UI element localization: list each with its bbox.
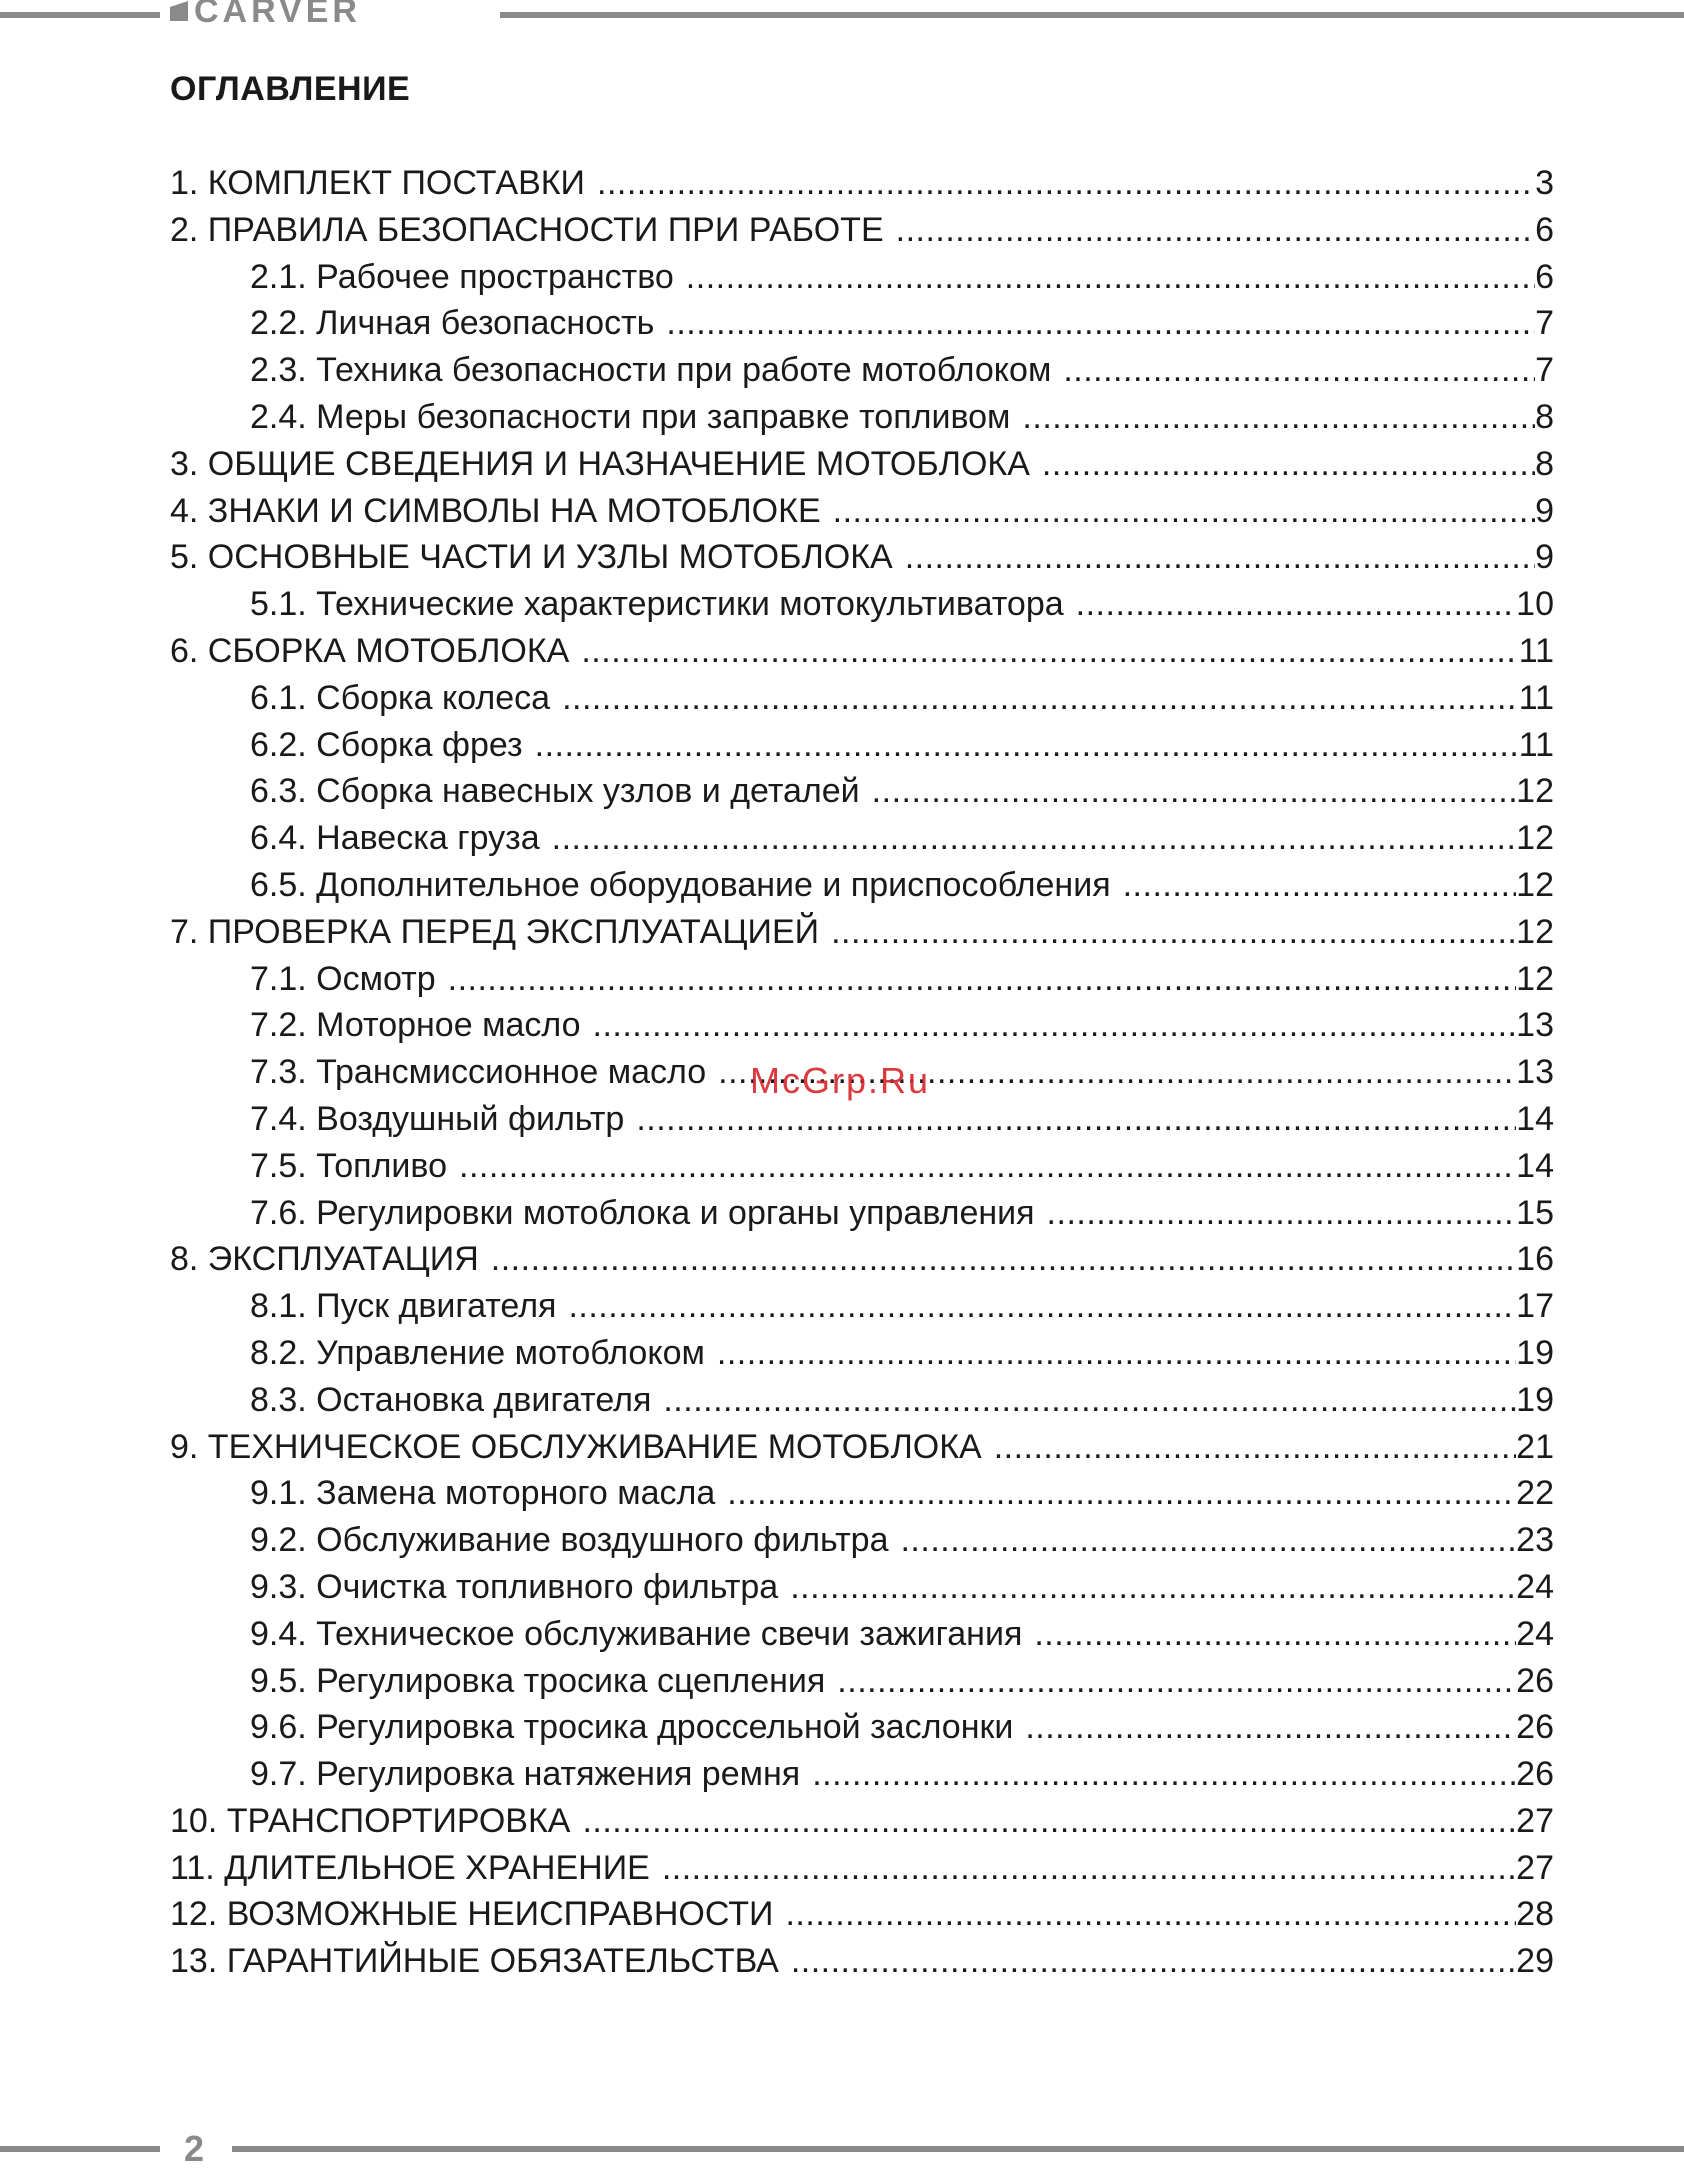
toc-dot-leader [448, 956, 1517, 1003]
toc-dot-leader [837, 1658, 1516, 1705]
toc-subsection[interactable] [170, 675, 1554, 722]
toc-section[interactable] [170, 1798, 1554, 1845]
toc-entry-label: 6.5. Дополнительное оборудование и приспособления [250, 865, 1111, 904]
toc-dot-leader [552, 815, 1517, 862]
toc-entry-page: 24 [1516, 1567, 1554, 1606]
toc-section[interactable] [170, 488, 1554, 535]
toc-entry-page: 17 [1516, 1287, 1554, 1326]
watermark: McGrp.Ru [750, 1060, 931, 1101]
toc-entry-page: 15 [1516, 1193, 1554, 1232]
toc-dot-leader [872, 768, 1517, 815]
toc-entry-page: 6 [1535, 210, 1554, 249]
toc-entry-page: 8 [1535, 444, 1554, 483]
toc-dot-leader [491, 1236, 1516, 1283]
toc-entry-label: 4. ЗНАКИ И СИМВОЛЫ НА МОТОБЛОКЕ [170, 491, 821, 530]
toc-entry-page: 19 [1516, 1380, 1554, 1419]
header-rule-left [0, 12, 160, 18]
toc-subsection[interactable] [170, 1143, 1554, 1190]
toc-section[interactable] [170, 441, 1554, 488]
toc-entry-label: 2. ПРАВИЛА БЕЗОПАСНОСТИ ПРИ РАБОТЕ [170, 210, 884, 249]
toc-entry-label: 7.4. Воздушный фильтр [250, 1099, 625, 1138]
toc-dot-leader [686, 254, 1535, 301]
toc-entry-label: 9.2. Обслуживание воздушного фильтра [250, 1521, 889, 1560]
toc-entry-page: 12 [1516, 865, 1554, 904]
toc-entry-label: 8.1. Пуск двигателя [250, 1287, 557, 1326]
toc-subsection[interactable] [170, 1704, 1554, 1751]
toc-dot-leader [581, 628, 1518, 675]
footer-rule-right [232, 2146, 1684, 2152]
toc-entry-label: 6.3. Сборка навесных узлов и деталей [250, 772, 860, 811]
toc-section[interactable] [170, 1845, 1554, 1892]
toc-entry-page: 21 [1516, 1427, 1554, 1466]
brand-name: CARVER [194, 0, 361, 30]
toc-dot-leader [666, 300, 1535, 347]
toc-entry-label: 7.2. Моторное масло [250, 1006, 581, 1045]
toc-entry-page: 14 [1516, 1146, 1554, 1185]
toc-dot-leader [791, 1938, 1516, 1985]
brand-mark-icon [170, 1, 188, 21]
toc-entry-page: 28 [1516, 1895, 1554, 1934]
toc-dot-leader [717, 1330, 1516, 1377]
toc-entry-page: 29 [1516, 1942, 1554, 1981]
toc-entry-label: 3. ОБЩИЕ СВЕДЕНИЯ И НАЗНАЧЕНИЕ МОТОБЛОКА [170, 444, 1030, 483]
toc-entry-page: 9 [1535, 491, 1554, 530]
toc-dot-leader [1063, 347, 1535, 394]
toc-entry-page: 14 [1516, 1099, 1554, 1138]
toc-entry-label: 7.6. Регулировки мотоблока и органы управления [250, 1193, 1035, 1232]
toc-subsection[interactable] [170, 1658, 1554, 1705]
toc-entry-label: 7.3. Трансмиссионное масло [250, 1053, 707, 1092]
toc-subsection[interactable] [170, 1002, 1554, 1049]
toc-entry-label: 9.6. Регулировка тросика дроссельной заслонки [250, 1708, 1014, 1747]
toc-subsection[interactable] [170, 1096, 1554, 1143]
toc-entry-page: 12 [1516, 772, 1554, 811]
toc-dot-leader [636, 1096, 1516, 1143]
toc-entry-label: 12. ВОЗМОЖНЫЕ НЕИСПРАВНОСТИ [170, 1895, 774, 1934]
toc-dot-leader [593, 1002, 1517, 1049]
toc-entry-label: 8.2. Управление мотоблоком [250, 1333, 705, 1372]
toc-entry-page: 9 [1535, 538, 1554, 577]
toc-dot-leader [727, 1470, 1516, 1517]
toc-entry-label: 8.3. Остановка двигателя [250, 1380, 652, 1419]
toc-subsection[interactable] [170, 815, 1554, 862]
toc-entry-label: 8. ЭКСПЛУАТАЦИЯ [170, 1240, 479, 1279]
toc-entry-page: 11 [1518, 678, 1554, 717]
toc-subsection[interactable] [170, 300, 1554, 347]
toc-dot-leader [790, 1564, 1516, 1611]
toc-dot-leader [1123, 862, 1517, 909]
toc-dot-leader [905, 534, 1535, 581]
toc-entry-page: 24 [1516, 1614, 1554, 1653]
toc-entry-page: 12 [1516, 959, 1554, 998]
toc-entry-page: 26 [1516, 1661, 1554, 1700]
toc-dot-leader [896, 207, 1535, 254]
toc-entry-label: 9.3. Очистка топливного фильтра [250, 1567, 779, 1606]
toc-dot-leader [562, 675, 1519, 722]
toc-subsection[interactable] [170, 1190, 1554, 1237]
toc-entry-page: 13 [1516, 1006, 1554, 1045]
toc-section[interactable] [170, 909, 1554, 956]
toc-entry-page: 12 [1516, 819, 1554, 858]
toc-dot-leader [994, 1424, 1516, 1471]
toc-subsection[interactable] [170, 1751, 1554, 1798]
toc-dot-leader [662, 1845, 1516, 1892]
page-number: 2 [184, 2128, 205, 2169]
toc-dot-leader [535, 722, 1519, 769]
toc-entry-page: 22 [1516, 1474, 1554, 1513]
toc-section[interactable] [170, 628, 1554, 675]
toc-dot-leader [1076, 581, 1517, 628]
toc-entry-page: 26 [1516, 1708, 1554, 1747]
toc-entry-page: 6 [1535, 257, 1554, 296]
toc-entry-label: 7.5. Топливо [250, 1146, 448, 1185]
toc-dot-leader [1034, 1611, 1516, 1658]
toc-subsection[interactable] [170, 956, 1554, 1003]
toc-entry-label: 2.4. Меры безопасности при заправке топливом [250, 397, 1011, 436]
toc-entry-label: 2.2. Личная безопасность [250, 304, 655, 343]
toc-dot-leader [785, 1891, 1516, 1938]
toc-entry-label: 13. ГАРАНТИЙНЫЕ ОБЯЗАТЕЛЬСТВА [170, 1942, 779, 1981]
toc-section[interactable] [170, 1891, 1554, 1938]
toc-entry-label: 6.2. Сборка фрез [250, 725, 523, 764]
toc-entry-label: 6.4. Навеска груза [250, 819, 540, 858]
toc-entry-page: 3 [1535, 164, 1554, 202]
toc-dot-leader [459, 1143, 1516, 1190]
toc-subsection[interactable] [170, 394, 1554, 441]
toc-subsection[interactable] [170, 1517, 1554, 1564]
toc-dot-leader [833, 488, 1535, 535]
toc-entry-label: 9.4. Техническое обслуживание свечи зажигания [250, 1614, 1023, 1653]
toc-entry-page: 8 [1535, 397, 1554, 436]
toc-entry-page: 12 [1516, 912, 1554, 951]
toc-entry-page: 11 [1518, 725, 1554, 764]
toc-section[interactable] [170, 534, 1554, 581]
toc-section[interactable] [170, 160, 1554, 207]
footer-rule-left [0, 2146, 160, 2152]
toc-entry-page: 26 [1516, 1755, 1554, 1794]
toc-entry-page: 7 [1535, 351, 1554, 390]
toc-entry-page: 13 [1516, 1053, 1554, 1092]
toc-entry-label: 10. ТРАНСПОРТИРОВКА [170, 1801, 571, 1840]
toc-entry-page: 19 [1516, 1333, 1554, 1372]
toc-entry-page: 23 [1516, 1521, 1554, 1560]
toc-dot-leader [1022, 394, 1535, 441]
toc-entry-page: 10 [1516, 585, 1554, 624]
toc-dot-leader [1025, 1704, 1516, 1751]
toc-subsection[interactable] [170, 254, 1554, 301]
toc-entry-page: 7 [1535, 304, 1554, 343]
toc-entry-label: 7. ПРОВЕРКА ПЕРЕД ЭКСПЛУАТАЦИЕЙ [170, 912, 820, 951]
toc-subsection[interactable] [170, 768, 1554, 815]
toc-entry-label: 9.7. Регулировка натяжения ремня [250, 1755, 801, 1794]
toc-subsection[interactable] [170, 1470, 1554, 1517]
toc-dot-leader [663, 1377, 1516, 1424]
toc-dot-leader [1042, 441, 1535, 488]
toc-entry-label: 11. ДЛИТЕЛЬНОЕ ХРАНЕНИЕ [170, 1848, 650, 1887]
toc-dot-leader [812, 1751, 1516, 1798]
toc-entry-label: 2.3. Техника безопасности при работе мотоблоком [250, 351, 1052, 390]
toc-entry-page: 16 [1516, 1240, 1554, 1279]
brand-logo [170, 0, 361, 28]
toc-subsection[interactable] [170, 1283, 1554, 1330]
toc-entry-label: 9. ТЕХНИЧЕСКОЕ ОБСЛУЖИВАНИЕ МОТОБЛОКА [170, 1427, 982, 1466]
toc-entry-label: 5. ОСНОВНЫЕ ЧАСТИ И УЗЛЫ МОТОБЛОКА [170, 538, 893, 577]
toc-dot-leader [597, 160, 1535, 207]
toc-section[interactable] [170, 1236, 1554, 1283]
toc-entry-label: 6. СБОРКА МОТОБЛОКА [170, 631, 570, 670]
toc-subsection[interactable] [170, 862, 1554, 909]
toc-section[interactable] [170, 1424, 1554, 1471]
toc-entry-page: 11 [1518, 631, 1554, 670]
toc-dot-leader [582, 1798, 1516, 1845]
toc-section[interactable] [170, 1938, 1554, 1985]
page-title: ОГЛАВЛЕНИЕ [170, 70, 411, 108]
header-rule-right [500, 12, 1684, 18]
toc-dot-leader [1047, 1190, 1517, 1237]
toc-subsection[interactable] [170, 581, 1554, 628]
toc-entry-label: 2.1. Рабочее пространство [250, 257, 674, 296]
toc-dot-leader [900, 1517, 1516, 1564]
toc-entry-label: 5.1. Технические характеристики мотокультиватора [250, 585, 1064, 624]
toc-section[interactable] [170, 207, 1554, 254]
toc-subsection[interactable] [170, 1564, 1554, 1611]
toc-entry-label: 9.5. Регулировка тросика сцепления [250, 1661, 826, 1700]
toc-entry-label: 1. КОМПЛЕКТ ПОСТАВКИ [170, 164, 585, 202]
toc-entry-label: 7.1. Осмотр [250, 959, 436, 998]
toc-entry-page: 27 [1516, 1801, 1554, 1840]
toc-entry-label: 9.1. Замена моторного масла [250, 1474, 716, 1513]
toc-subsection[interactable] [170, 1330, 1554, 1377]
toc-dot-leader [831, 909, 1516, 956]
toc-subsection[interactable] [170, 722, 1554, 769]
toc-subsection[interactable] [170, 1611, 1554, 1658]
toc-entry-page: 27 [1516, 1848, 1554, 1887]
toc-subsection[interactable] [170, 1377, 1554, 1424]
toc-subsection[interactable] [170, 347, 1554, 394]
toc-entry-label: 6.1. Сборка колеса [250, 678, 551, 717]
toc-dot-leader [568, 1283, 1516, 1330]
